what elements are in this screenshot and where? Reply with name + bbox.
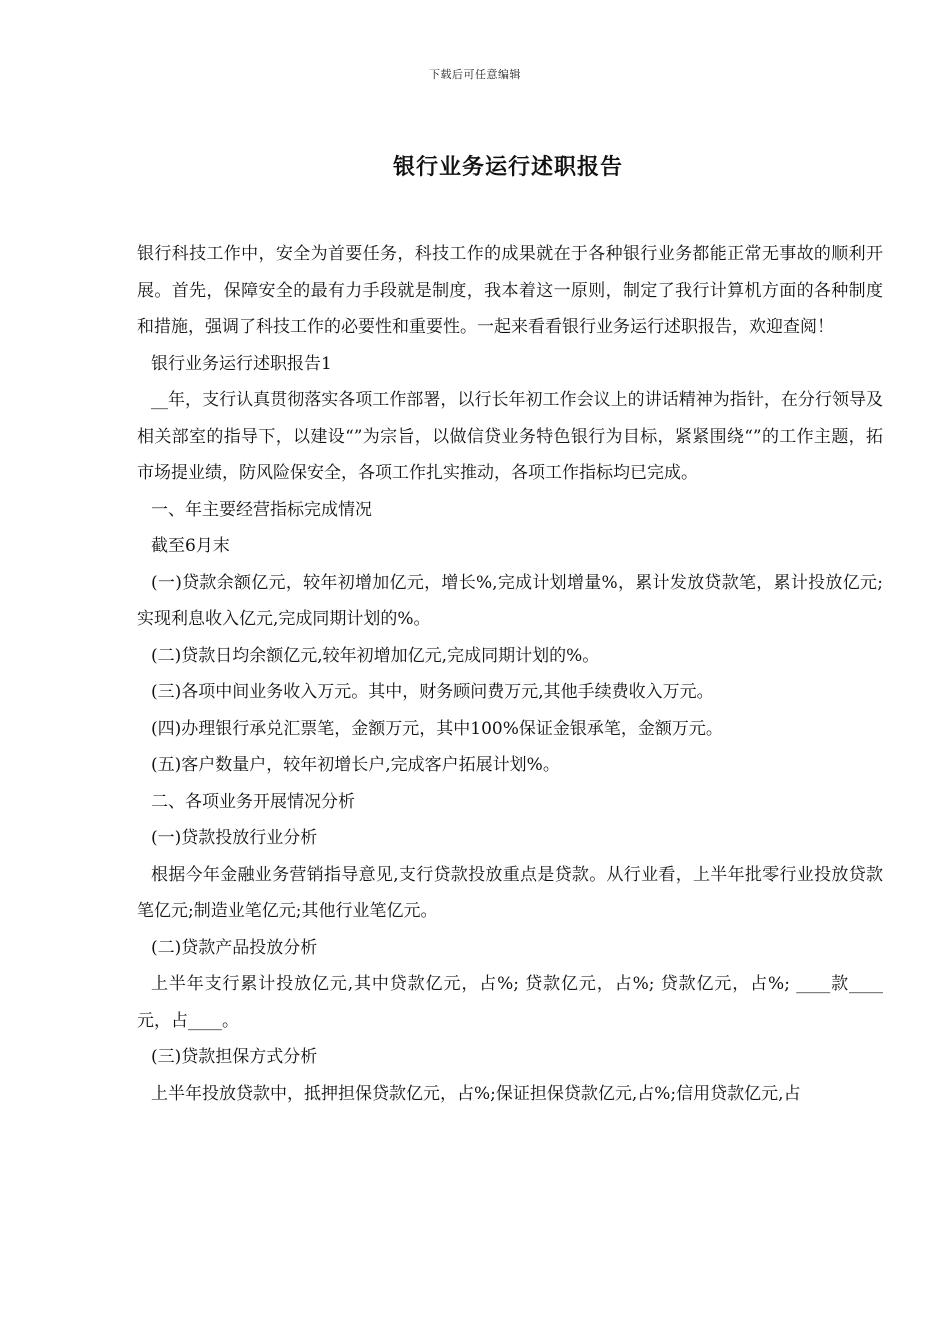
list-item: (一)贷款余额亿元，较年初增加亿元，增长%,完成计划增量%，累计发放贷款笔，累计投放亿元;实现利息收入亿元,完成同期计划的%。 — [137, 572, 883, 629]
document-title: 银行业务运行述职报告 — [392, 154, 623, 180]
paragraph: 上半年投放贷款中，抵押担保贷款亿元，占%;保证担保贷款亿元,占%;信用贷款亿元,占 — [151, 1083, 801, 1104]
paragraph: 截至6月末 — [151, 536, 230, 556]
intro-paragraph: 银行科技工作中，安全为首要任务，科技工作的成果就在于各种银行业务都能正常无事故的顺利开展。首先，保障安全的最有力手段就是制度，我本着这一原则，制定了我行计算机方面的各种制度和措施，强调了科技工作的必要性和重要性。一起来看看银行业务运行述职报告，欢迎查阅！ — [137, 244, 883, 337]
section-heading: 二、各项业务开展情况分析 — [151, 791, 355, 812]
report-paragraph: __年，支行认真贯彻落实各项工作部署，以行长年初工作会议上的讲话精神为指针，在分行领导及相关部室的指导下，以建设“”为宗旨，以做信贷业务特色银行为目标，紧紧围绕“”的工作主题，拓市场提业绩，防风险保安全，各项工作扎实推动，各项工作指标均已完成。 — [137, 390, 883, 483]
subsection-heading: (三)贷款担保方式分析 — [151, 1047, 318, 1067]
paragraph: 根据今年金融业务营销指导意见,支行贷款投放重点是贷款。从行业看，上半年批零行业投放贷款笔亿元;制造业笔亿元;其他行业笔亿元。 — [137, 864, 883, 921]
list-item: (五)客户数量户，较年初增长户,完成客户拓展计划%。 — [151, 755, 560, 775]
section-heading: 一、年主要经营指标完成情况 — [151, 499, 372, 520]
list-item: (三)各项中间业务收入万元。其中，财务顾问费万元,其他手续费收入万元。 — [151, 682, 714, 702]
subsection-heading: (二)贷款产品投放分析 — [151, 937, 318, 958]
document-body — [137, 236, 883, 1112]
report-heading: 银行业务运行述职报告1 — [151, 353, 332, 374]
header-note: 下载后可任意编辑 — [429, 68, 521, 81]
list-item: (四)办理银行承兑汇票笔，金额万元，其中100%保证金银承笔，金额万元。 — [151, 718, 723, 739]
paragraph: 上半年支行累计投放亿元,其中贷款亿元，占%; 贷款亿元，占%; 贷款亿元，占%; ____款____元，占____。 — [137, 974, 883, 1031]
list-item: (二)贷款日均余额亿元,较年初增加亿元,完成同期计划的%。 — [151, 645, 600, 666]
subsection-heading: (一)贷款投放行业分析 — [151, 828, 318, 848]
